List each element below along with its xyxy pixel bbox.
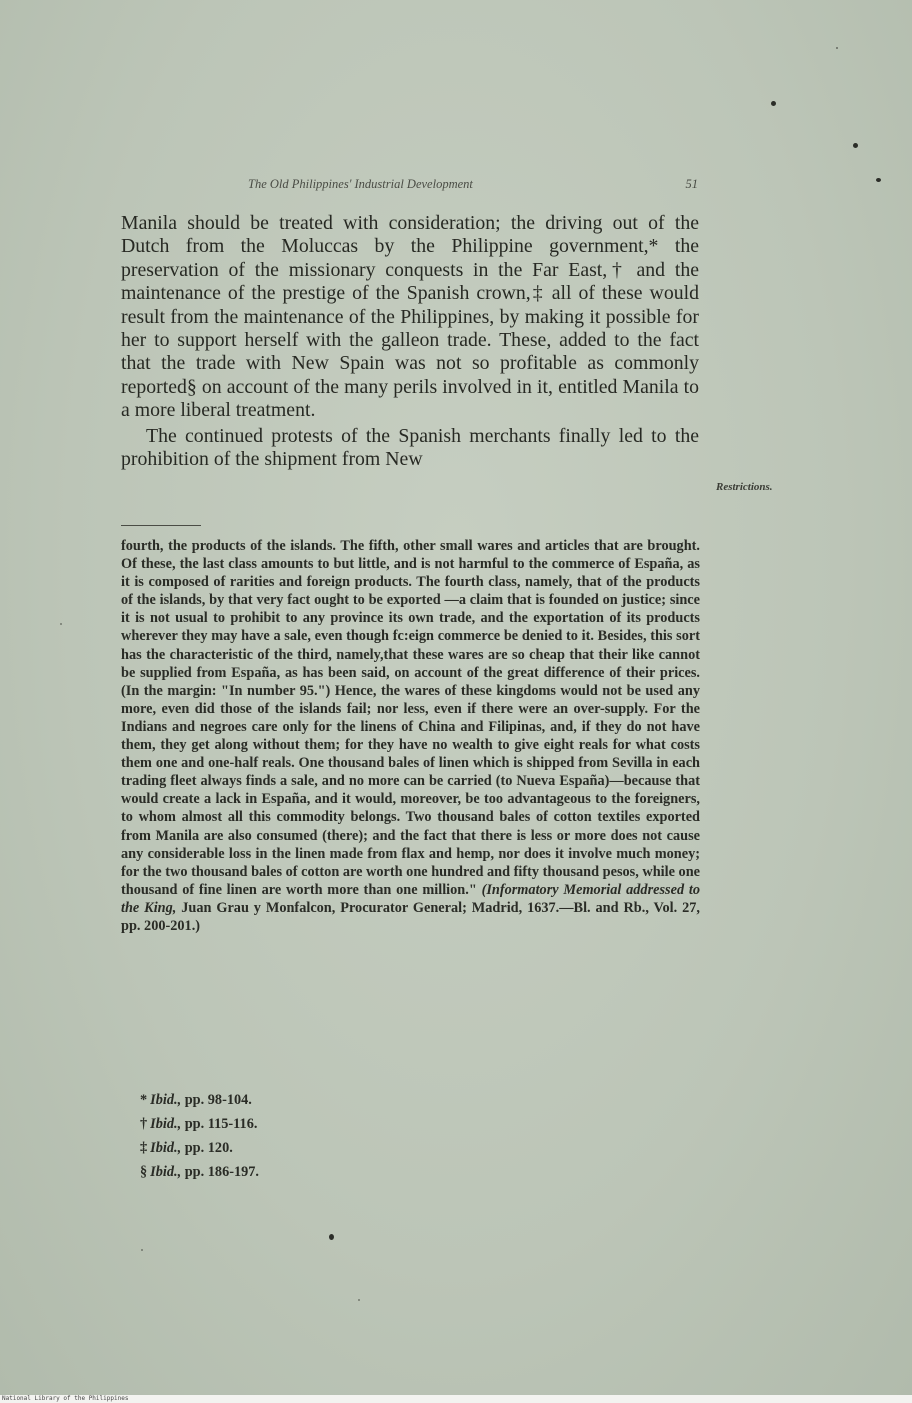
footnote-body: fourth, the products of the islands. The fifth, other small wares and articles that are brought. Of these, the last class amounts to but little, and is not harmful to the commerce of España, as it is composed of rarities and foreign products. The fourth class, namely, that of the products of the islands, by that very fact ought to be exported —a claim that is founded on justice; since it is not usual to prohibit to any province its own trade, and the exportation of its products wherever they may have a sale, even though fc:eign commerce be denied to it. Besides, this sort has the characteristic of the third, namely,that these wares are so cheap that their like cannot be supplied from España, as has been said, on account of the great difference of their prices. (In the margin: "In number 95.") Hence, the wares of these kingdoms would not be used any more, even did those of the islands fail; nor less, even if there were an over-supply. For the Indians and negroes care only for the linens of China and Filipinas, and, if they do not have them, they get along without them; for they have no wealth to give eight reals for what costs them one and one-half reals. One thousand bales of linen which is shipped from Sevilla in each trading fleet always finds a sale, and no more can be carried (to Nueva España)—because that would create a lack in España, and it would, moreover, be too advantageous to the foreigners, to whom almost all this commodity belongs. Two thousand bales of cotton textiles exported from Manila are also consumed (there); and the fact that there is less or more does not cause any considerable loss in the linen made from flax and hemp, nor does it involve much money; for the two thousand bales of cotton are worth one hundred and fifty thousand pesos, while one thousand of fine linen are worth more than one million." [121,538,700,898]
body-paragraph: The continued protests of the Spanish merchants finally led to the prohibition of the shipment from New [121,424,699,471]
body-paragraph: Manila should be treated with consideration; the driving out of the Dutch from the Moluccas by the Philippine government,* the preservation of the missionary conquests in the Far East,† and the maintenance of the prestige of the Spanish crown,‡ all of these would result from the maintenance of the Philippines, by making it possible for her to support herself with the galleon trade. These, added to the fact that the trade with New Spain was not so profitable as commonly reported§ on account of the many perils involved in it, entitled Manila to a more liberal treatment. [121,212,699,422]
running-head [248,175,698,195]
footnote-citation-details: Juan Grau y Monfalcon, Procurator General; Madrid, 1637.—Bl. and Rb., Vol. 27, pp. 200-201.) [121,899,700,934]
running-title: The Old Philippines' Industrial Development [248,177,473,191]
footnote-rule [121,525,201,526]
scan-credit: National Library of the Philippines [2,1395,129,1402]
scan-speck [836,47,838,49]
scan-speck [853,143,858,148]
scan-speck [141,1249,143,1251]
footnote-citation-title: (Informatory Memorial addressed to the King, [121,881,701,916]
reference-item [140,1112,259,1136]
reference-list [140,1088,259,1184]
scan-speck [771,101,776,106]
reference-mark: * [140,1092,148,1108]
scan-speck [329,1234,334,1240]
reference-pages: pp. 186-197. [184,1164,259,1180]
reference-ibid: Ibid., [150,1140,182,1156]
margin-note: Restrictions. [716,481,773,493]
page-number: 51 [685,177,698,191]
body-text [121,212,699,471]
reference-ibid: Ibid., [150,1116,182,1132]
reference-mark: † [140,1116,148,1132]
reference-item [140,1136,259,1160]
reference-ibid: Ibid., [150,1164,182,1180]
reference-pages: pp. 98-104. [184,1092,252,1108]
scan-speck [358,1299,360,1301]
reference-pages: pp. 115-116. [184,1116,258,1132]
reference-ibid: Ibid., [150,1092,182,1108]
reference-pages: pp. 120. [184,1140,233,1156]
reference-item [140,1088,259,1112]
scan-footer [0,1395,912,1403]
reference-mark: § [140,1164,148,1180]
footnote-block [121,537,700,935]
reference-item [140,1160,259,1184]
reference-mark: ‡ [140,1140,148,1156]
scan-speck [60,623,62,625]
footnote-paragraph [121,537,700,935]
scan-speck [876,178,881,182]
